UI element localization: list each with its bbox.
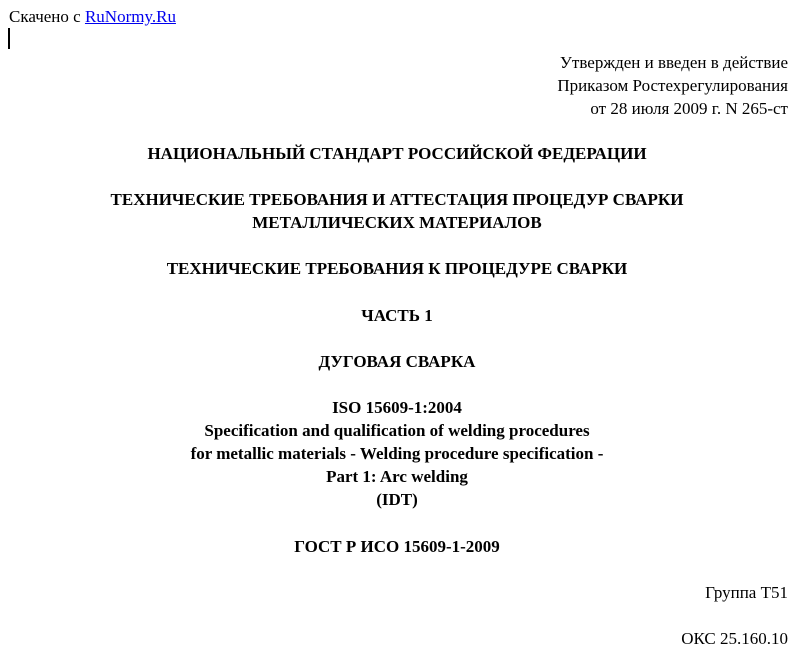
part-title-text: ДУГОВАЯ СВАРКА: [318, 352, 476, 371]
approval-block: [557, 51, 788, 120]
iso-title-line-2: for metallic materials - Welding procedure specification -: [190, 444, 604, 463]
iso-number: ISO 15609-1:2004: [332, 398, 462, 417]
iso-title-line-3: Part 1: Arc welding: [326, 467, 468, 486]
sub-title-text: ТЕХНИЧЕСКИЕ ТРЕБОВАНИЯ К ПРОЦЕДУРЕ СВАРКИ: [166, 259, 628, 278]
oks-code: ОКС 25.160.10: [681, 629, 788, 648]
part-text: ЧАСТЬ 1: [361, 306, 433, 325]
part-title: [0, 350, 794, 373]
source-note: [9, 6, 176, 27]
source-link[interactable]: RuNormy.Ru: [84, 7, 176, 26]
iso-reference: [0, 396, 794, 511]
main-title-line-1: ТЕХНИЧЕСКИЕ ТРЕБОВАНИЯ И АТТЕСТАЦИЯ ПРОЦЕДУР СВАРКИ: [110, 190, 684, 209]
gost-number-text: ГОСТ Р ИСО 15609-1-2009: [294, 537, 500, 556]
standard-type-heading: [0, 142, 794, 165]
approval-line-2: Приказом Ростехрегулирования: [557, 76, 788, 95]
iso-title-line-1: Specification and qualification of welding procedures: [204, 421, 590, 440]
group-code: Группа Т51: [705, 583, 788, 602]
text-cursor: [8, 28, 10, 49]
main-title: [0, 188, 794, 234]
part-heading: [0, 304, 794, 327]
sub-title: [0, 257, 794, 280]
standard-type-text: НАЦИОНАЛЬНЫЙ СТАНДАРТ РОССИЙСКОЙ ФЕДЕРАЦИИ: [147, 144, 647, 163]
approval-line-3: от 28 июля 2009 г. N 265-ст: [590, 99, 788, 118]
source-prefix: Скачено с: [9, 7, 85, 26]
gost-number: [0, 535, 794, 558]
main-title-line-2: МЕТАЛЛИЧЕСКИХ МАТЕРИАЛОВ: [252, 213, 542, 232]
approval-line-1: Утвержден и введен в действие: [559, 53, 788, 72]
iso-idt: (IDT): [376, 490, 418, 509]
